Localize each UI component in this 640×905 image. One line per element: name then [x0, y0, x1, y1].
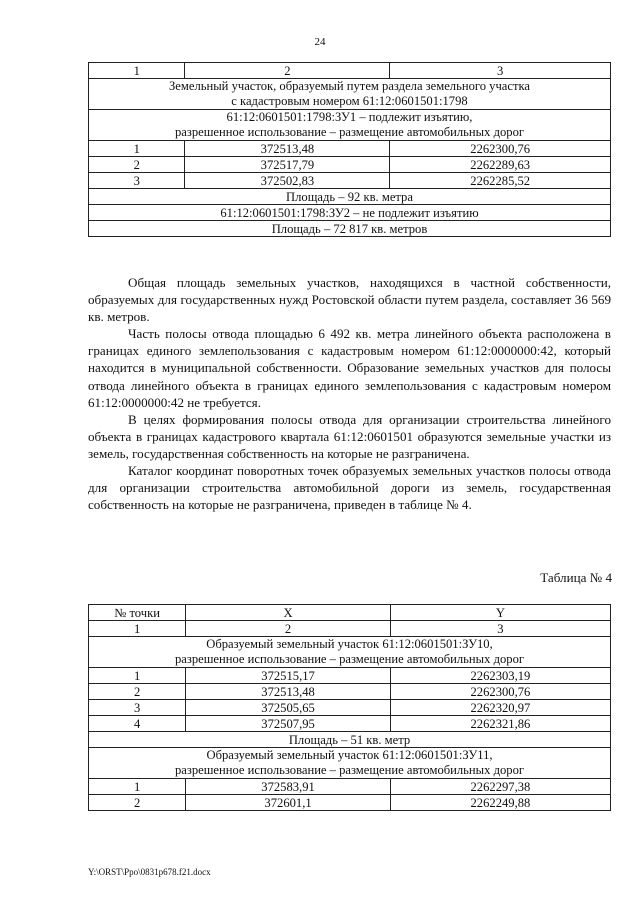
parcel-title-line: разрешенное использование – размещение автомобильных дорог — [174, 763, 525, 777]
header-point-number: № точки — [89, 605, 186, 621]
header-y: Y — [390, 605, 610, 621]
area-cell: Площадь – 72 817 кв. метров — [89, 221, 611, 237]
x-coordinate: 372517,79 — [185, 157, 390, 173]
x-coordinate: 372513,48 — [185, 141, 390, 157]
y-coordinate: 2262300,76 — [390, 684, 610, 700]
point-number: 4 — [89, 716, 186, 732]
parcel-title-row — [89, 748, 611, 779]
y-coordinate: 2262303,19 — [390, 668, 610, 684]
header-cell: 2 — [185, 63, 390, 79]
parcel-title-line: разрешенное использование – размещение автомобильных дорог — [174, 652, 525, 666]
subparcel-row — [89, 205, 611, 221]
table-row — [89, 716, 611, 732]
table-row — [89, 173, 611, 189]
area-cell: Площадь – 92 кв. метра — [89, 189, 611, 205]
table-row — [89, 684, 611, 700]
parcel-title-line: Образуемый земельный участок 61:12:0601501:ЗУ10, — [206, 637, 493, 651]
table-header-row — [89, 605, 611, 621]
x-coordinate: 372515,17 — [186, 668, 391, 684]
subparcel-cell: 61:12:0601501:1798:ЗУ2 – не подлежит изъятию — [89, 205, 611, 221]
y-coordinate: 2262320,97 — [390, 700, 610, 716]
parcel-title-line: Земельный участок, образуемый путем раздела земельного участка — [169, 79, 530, 93]
x-coordinate: 372502,83 — [185, 173, 390, 189]
body-text — [88, 274, 611, 513]
subparcel-line: разрешенное использование – размещение автомобильных дорог — [174, 125, 525, 139]
table-row — [89, 157, 611, 173]
x-coordinate: 372601,1 — [186, 795, 391, 811]
index-cell: 2 — [186, 621, 391, 637]
area-row — [89, 732, 611, 748]
point-number: 2 — [89, 795, 186, 811]
subparcel-cell — [89, 110, 611, 141]
parcel-title-cell — [89, 79, 611, 110]
point-number: 3 — [89, 700, 186, 716]
x-coordinate: 372505,65 — [186, 700, 391, 716]
parcel-title-row — [89, 637, 611, 668]
table-header-row — [89, 63, 611, 79]
parcel-title-cell — [89, 748, 611, 779]
table-row — [89, 795, 611, 811]
table-row — [89, 700, 611, 716]
index-cell: 3 — [390, 621, 610, 637]
y-coordinate: 2262300,76 — [390, 141, 611, 157]
y-coordinate: 2262285,52 — [390, 173, 611, 189]
point-number: 3 — [89, 173, 185, 189]
header-x: X — [186, 605, 391, 621]
y-coordinate: 2262249,88 — [390, 795, 610, 811]
paragraph: Общая площадь земельных участков, находящихся в частной собственности, образуемых для государственных нужд Ростовской области путем раздела, составляет 36 569 кв. метров. — [88, 275, 611, 325]
table-row — [89, 668, 611, 684]
index-cell: 1 — [89, 621, 186, 637]
x-coordinate: 372583,91 — [186, 779, 391, 795]
point-number: 1 — [89, 668, 186, 684]
x-coordinate: 372507,95 — [186, 716, 391, 732]
parcel-title-line: с кадастровым номером 61:12:0601501:1798 — [231, 94, 468, 108]
table-row — [89, 141, 611, 157]
area-row — [89, 221, 611, 237]
subparcel-line: 61:12:0601501:1798:ЗУ1 – подлежит изъятию, — [226, 110, 473, 124]
point-number: 2 — [89, 157, 185, 173]
x-coordinate: 372513,48 — [186, 684, 391, 700]
page-number: 24 — [314, 36, 326, 48]
parcel-title-line: Образуемый земельный участок 61:12:0601501:ЗУ11, — [206, 748, 493, 762]
paragraph: Каталог координат поворотных точек образуемых земельных участков полосы отвода для организации строительства автомобильной дороги из земель, государственная собственность на которые не разграничена, приведен в таблице № 4. — [88, 463, 611, 513]
table-row — [89, 779, 611, 795]
coordinates-table-1 — [88, 62, 611, 237]
point-number: 1 — [89, 779, 186, 795]
header-cell: 3 — [390, 63, 611, 79]
paragraph: В целях формирования полосы отвода для организации строительства линейного объекта в границах кадастрового квартала 61:12:0601501 образуются земельные участки из земель, государственная собственность на которые не разграничена. — [88, 411, 611, 461]
y-coordinate: 2262289,63 — [390, 157, 611, 173]
point-number: 2 — [89, 684, 186, 700]
point-number: 1 — [89, 141, 185, 157]
coordinates-table-4 — [88, 604, 611, 811]
subparcel-row — [89, 110, 611, 141]
table-caption: Таблица № 4 — [540, 570, 612, 585]
y-coordinate: 2262297,38 — [390, 779, 610, 795]
footer-file-path: Y:\ORST\Ppo\0831p678.f21.docx — [88, 867, 211, 877]
area-row — [89, 189, 611, 205]
parcel-title-cell — [89, 637, 611, 668]
parcel-title-row — [89, 79, 611, 110]
paragraph: Часть полосы отвода площадью 6 492 кв. метра линейного объекта расположена в границах единого землепользования с кадастровым номером 61:12:0000000:42, который находится в муниципальной собственности. Образование земельных участков для полосы отвода линейного объекта в границах единого землепользования с кадастровым номером 61:12:0000000:42 не требуется. — [88, 326, 611, 410]
column-index-row — [89, 621, 611, 637]
y-coordinate: 2262321,86 — [390, 716, 610, 732]
header-cell: 1 — [89, 63, 185, 79]
area-cell: Площадь – 51 кв. метр — [89, 732, 611, 748]
